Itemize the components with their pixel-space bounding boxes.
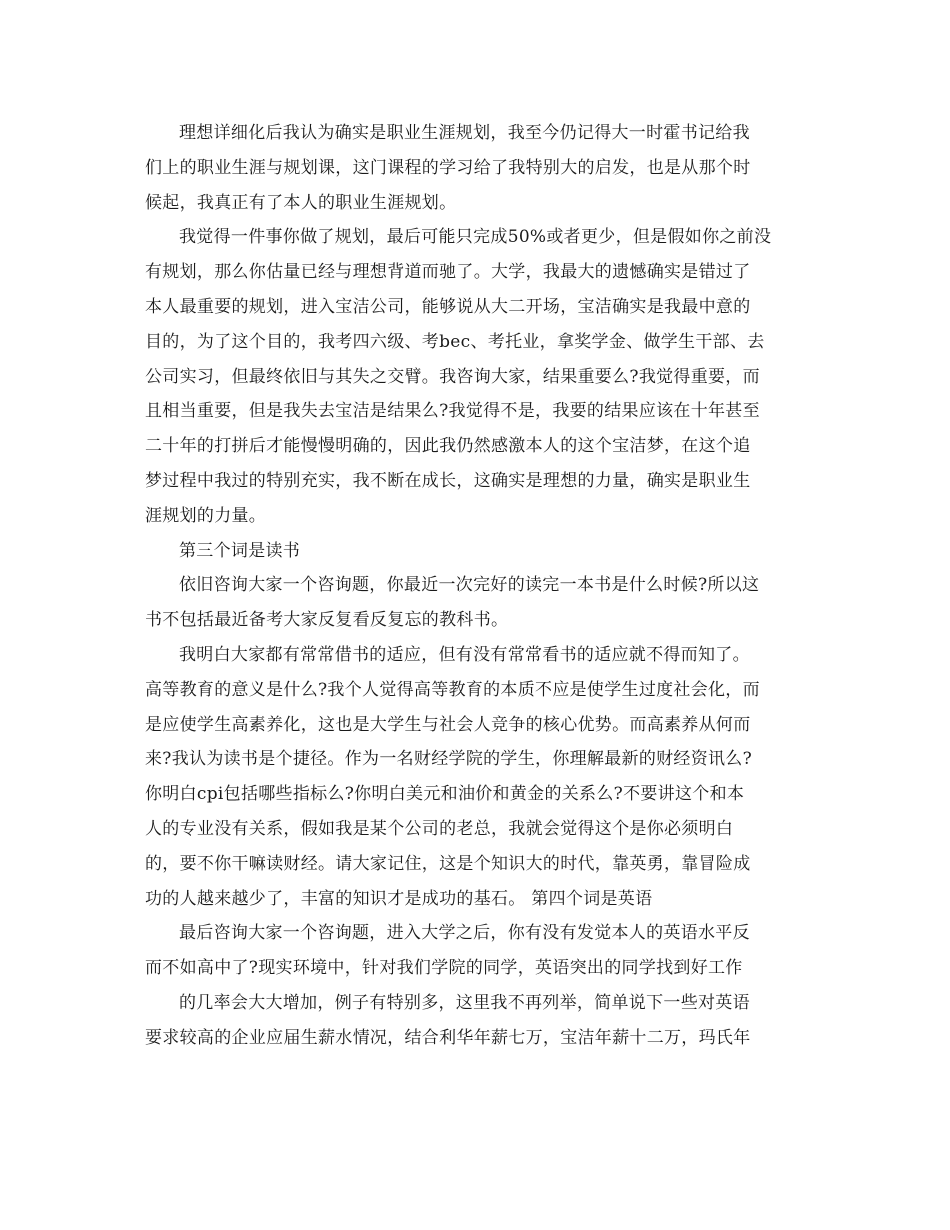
text-line: 而不如高中了?现实环境中，针对我们学院的同学，英语突出的同学找到好工作 [145, 958, 743, 979]
text-line: 且相当重要，但是我失去宝洁是结果么?我觉得不是，我要的结果应该在十年甚至 [145, 401, 760, 422]
text-line: 候起，我真正有了本人的职业生涯规划。 [145, 192, 457, 213]
text-line: 第三个词是读书 [179, 540, 301, 561]
text-line: 们上的职业生涯与规划课，这门课程的学习给了我特别大的启发，也是从那个时 [145, 157, 751, 178]
text-line: 目的，为了这个目的，我考四六级、考bec、考托业，拿奖学金、做学生干部、去 [145, 331, 765, 352]
text-line: 依旧咨询大家一个咨询题，你最近一次完好的读完一本书是什么时候?所以这 [179, 575, 760, 596]
text-line: 我明白大家都有常常借书的适应，但有没有常常看书的适应就不得而知了。 [179, 644, 750, 665]
text-line: 要求较高的企业应届生薪水情况，结合利华年薪七万，宝洁年薪十二万，玛氏年 [145, 1027, 751, 1048]
text-line: 你明白cpi包括哪些指标么?你明白美元和油价和黄金的关系么?不要讲这个和本 [145, 784, 745, 805]
text-line: 书不包括最近备考大家反复看反复忘的教科书。 [145, 610, 509, 631]
text-line: 的，要不你干嘛读财经。请大家记住，这是个知识大的时代，靠英勇，靠冒险成 [145, 853, 751, 874]
text-line: 梦过程中我过的特别充实，我不断在成长，这确实是理想的力量，确实是职业生 [145, 470, 751, 491]
text-line: 本人最重要的规划，进入宝洁公司，能够说从大二开场，宝洁确实是我最中意的 [145, 296, 751, 317]
text-line: 我觉得一件事你做了规划，最后可能只完成50%或者更少，但是假如你之前没 [179, 227, 772, 248]
text-line: 有规划，那么你估量已经与理想背道而驰了。大学，我最大的遗憾确实是错过了 [145, 262, 751, 283]
text-line: 公司实习，但最终依旧与其失之交臂。我咨询大家，结果重要么?我觉得重要，而 [145, 366, 760, 387]
text-line: 二十年的打拼后才能慢慢明确的，因此我仍然感激本人的这个宝洁梦，在这个追 [145, 436, 751, 457]
text-line: 的几率会大大增加，例子有特别多，这里我不再列举，简单说下一些对英语 [179, 992, 750, 1013]
text-line: 来?我认为读书是个捷径。作为一名财经学院的学生，你理解最新的财经资讯么? [145, 749, 753, 770]
text-line: 涯规划的力量。 [145, 505, 267, 526]
text-line: 是应使学生高素养化，这也是大学生与社会人竞争的核心优势。而高素养从何而 [145, 714, 751, 735]
text-line: 功的人越来越少了，丰富的知识才是成功的基石。 第四个词是英语 [145, 888, 653, 909]
text-line: 人的专业没有关系，假如我是某个公司的老总，我就会觉得这个是你必须明白 [145, 818, 734, 839]
text-line: 理想详细化后我认为确实是职业生涯规划，我至今仍记得大一时霍书记给我 [179, 123, 750, 143]
text-line: 高等教育的意义是什么?我个人觉得高等教育的本质不应是使学生过度社会化，而 [145, 679, 760, 700]
text-line: 最后咨询大家一个咨询题，进入大学之后，你有没有发觉本人的英语水平反 [179, 923, 750, 944]
document-body [145, 116, 805, 1056]
